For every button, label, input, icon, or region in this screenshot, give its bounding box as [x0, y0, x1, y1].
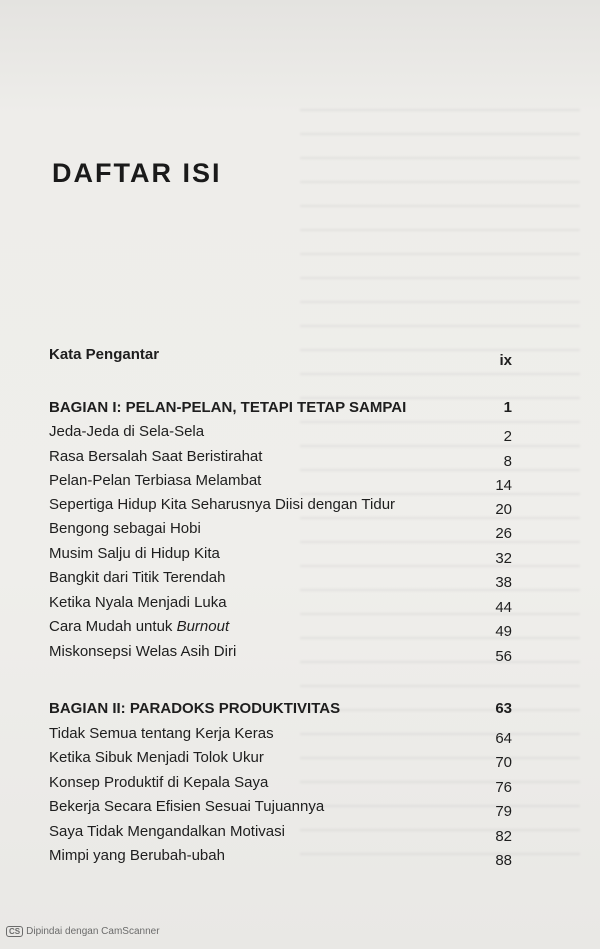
toc-entry-page: 49	[495, 623, 512, 640]
toc-part-heading-1	[0, 399, 600, 423]
toc-entry-page: 20	[495, 501, 512, 518]
toc-entry-label: Saya Tidak Mengandalkan Motivasi	[49, 823, 285, 840]
toc-entry-label: Bekerja Secara Efisien Sesuai Tujuannya	[49, 798, 325, 815]
toc-entry-page: 44	[495, 599, 512, 616]
toc-entry	[0, 798, 600, 822]
toc-entry-label: Kata Pengantar	[49, 346, 160, 363]
toc-entry-page: 79	[495, 803, 512, 820]
toc-entry-page: 8	[503, 453, 512, 470]
toc-entry	[0, 618, 600, 642]
page-title: DAFTAR ISI	[52, 158, 222, 188]
toc-entry	[0, 847, 600, 871]
toc-entry-label: Bengong sebagai Hobi	[49, 520, 201, 537]
toc-part-heading-page: 63	[495, 700, 512, 717]
toc-entry	[0, 594, 600, 618]
toc-entry	[0, 545, 600, 569]
toc-entry	[0, 496, 600, 520]
scanner-watermark	[6, 926, 160, 937]
toc-entry	[0, 569, 600, 593]
toc-entry	[0, 823, 600, 847]
toc-entry	[0, 423, 600, 447]
toc-part-heading-label: BAGIAN II: PARADOKS PRODUKTIVITAS	[49, 700, 341, 717]
toc-entry	[0, 749, 600, 773]
toc-part-heading-label: BAGIAN I: PELAN-PELAN, TETAPI TETAP SAMPAI	[49, 399, 407, 416]
toc-entry-page: 76	[495, 779, 512, 796]
toc-entry-page: 70	[495, 754, 512, 771]
camscanner-logo: CS	[6, 926, 23, 937]
toc-entry	[0, 520, 600, 544]
toc-entry-label: Ketika Sibuk Menjadi Tolok Ukur	[49, 749, 264, 766]
toc-entry-label: Tidak Semua tentang Kerja Keras	[49, 725, 274, 742]
toc-part-heading-2	[0, 700, 600, 724]
toc-entry-page: 64	[495, 730, 512, 747]
toc-entry-page: 2	[503, 428, 512, 445]
toc-entry-label: Sepertiga Hidup Kita Seharusnya Diisi dengan Tidur	[49, 496, 396, 513]
toc-entry-page: 82	[495, 828, 512, 845]
watermark-text: Dipindai dengan CamScanner	[26, 926, 160, 937]
toc-entry-page: 26	[495, 525, 512, 542]
toc-entry-label: Bangkit dari Titik Terendah	[49, 569, 226, 586]
toc-entry-label: Mimpi yang Berubah-ubah	[49, 847, 225, 864]
toc-entry-page: 14	[495, 477, 512, 494]
toc-entry-label-italic: Burnout	[176, 618, 230, 635]
toc-entry-label: Konsep Produktif di Kepala Saya	[49, 774, 269, 791]
toc-entry	[0, 643, 600, 667]
toc-entry-label	[49, 618, 229, 635]
toc-entry-intro	[0, 346, 600, 370]
toc-entry-label: Rasa Bersalah Saat Beristirahat	[49, 448, 263, 465]
toc-entry-label: Ketika Nyala Menjadi Luka	[49, 594, 227, 611]
toc-entry	[0, 725, 600, 749]
toc-entry	[0, 774, 600, 798]
toc-entry-label: Miskonsepsi Welas Asih Diri	[49, 643, 237, 660]
toc-entry-label: Musim Salju di Hidup Kita	[49, 545, 220, 562]
toc-part-heading-page: 1	[503, 399, 512, 416]
toc-entry-label: Jeda-Jeda di Sela-Sela	[49, 423, 205, 440]
toc-entry-label: Pelan-Pelan Terbiasa Melambat	[49, 472, 262, 489]
toc-entry-page: 32	[495, 550, 512, 567]
toc-entry-page: 38	[495, 574, 512, 591]
toc-entry	[0, 472, 600, 496]
toc-entry-page: 88	[495, 852, 512, 869]
toc-entry-page: 56	[495, 648, 512, 665]
toc-entry-page: ix	[499, 352, 512, 369]
toc-entry-label-text: Cara Mudah untuk	[49, 618, 177, 635]
toc-entry	[0, 448, 600, 472]
